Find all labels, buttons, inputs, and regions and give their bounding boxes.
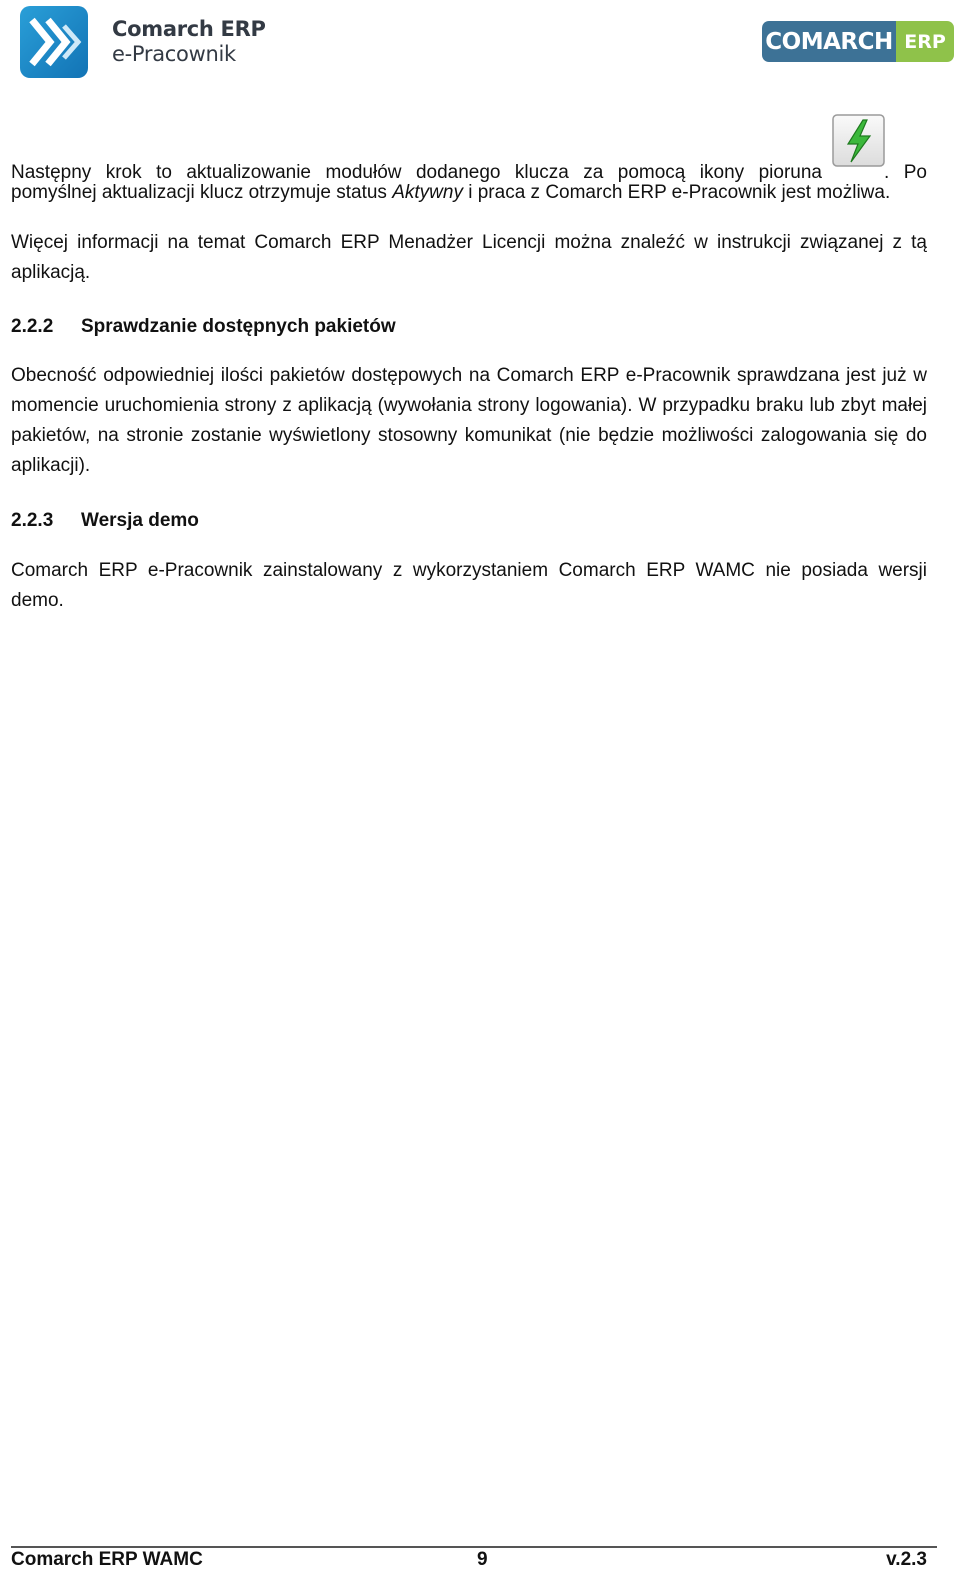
paragraph-update-modules bbox=[11, 130, 927, 184]
paragraph-update-part1: Następny krok to aktualizowanie modułów dodanego klucza za pomocą ikony pioruna bbox=[11, 162, 823, 184]
paragraph-status-part3: pomyślnej aktualizacji klucz otrzymuje status bbox=[11, 182, 393, 203]
section-heading-packages bbox=[11, 312, 396, 342]
section-title: Sprawdzanie dostępnych pakietów bbox=[81, 316, 396, 337]
status-aktywny: Aktywny bbox=[392, 182, 463, 203]
chevron-logo-icon bbox=[18, 4, 90, 80]
comarch-erp-badge-logo bbox=[762, 21, 954, 62]
logo-comarch-text: COMARCH bbox=[762, 21, 896, 62]
lightning-update-icon bbox=[832, 132, 882, 182]
brand-subtitle: e-Pracownik bbox=[112, 42, 236, 66]
section-number: 2.2.3 bbox=[11, 510, 54, 531]
paragraph-packages: Obecność odpowiedniej ilości pakietów dostępowych na Comarch ERP e-Pracownik sprawdzana jest już w momencie uruchomienia strony z aplikacją (wywołania strony logowania). W przypadku braku lub zbyt małej pakietów, na stronie zostanie wyświetlony stosowny komunikat (nie będzie możliwości zalogowania się do aplikacji). bbox=[11, 365, 927, 476]
footer-version: v.2.3 bbox=[886, 1549, 927, 1570]
footer-product: Comarch ERP WAMC bbox=[11, 1549, 203, 1570]
paragraph-demo: Comarch ERP e-Pracownik zainstalowany z wykorzystaniem Comarch ERP WAMC nie posiada wersji demo. bbox=[11, 560, 927, 611]
paragraph-status-part4: i praca z Comarch ERP e-Pracownik jest możliwa. bbox=[462, 182, 891, 203]
paragraph-more-info: Więcej informacji na temat Comarch ERP Menadżer Licencji można znaleźć w instrukcji związanej z tą aplikacją. bbox=[11, 232, 927, 283]
section-title: Wersja demo bbox=[81, 510, 199, 531]
section-heading-demo bbox=[11, 506, 199, 536]
footer-page-number: 9 bbox=[477, 1549, 488, 1570]
paragraph-update-part2: . Po bbox=[884, 162, 927, 184]
paragraph-status-line bbox=[11, 178, 927, 208]
comarch-erp-epracownik-logo bbox=[18, 4, 266, 80]
section-number: 2.2.2 bbox=[11, 316, 54, 337]
brand-title: Comarch ERP bbox=[112, 17, 266, 41]
logo-erp-text: ERP bbox=[896, 21, 954, 62]
